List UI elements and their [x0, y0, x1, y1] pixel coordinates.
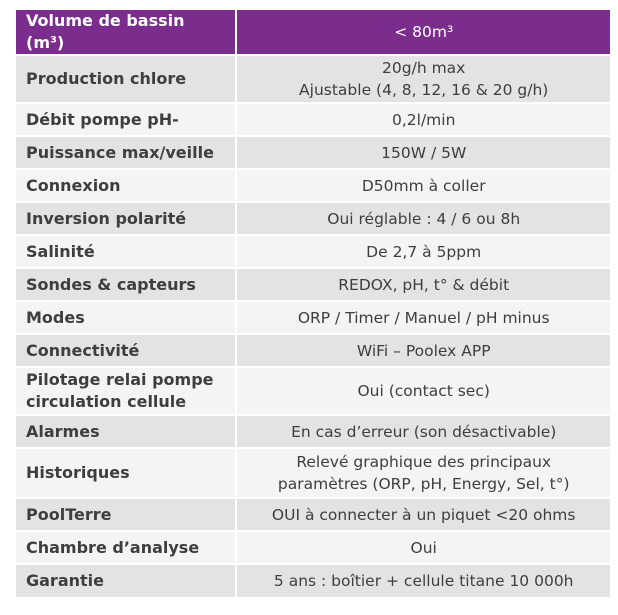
row-value [236, 334, 610, 367]
row-label [16, 498, 236, 531]
row-value-line: REDOX, pH, t° & débit [338, 275, 510, 294]
table-row [16, 55, 610, 103]
table-row [16, 367, 610, 415]
row-label-line: Connexion [26, 175, 121, 195]
row-value-line: Oui réglable : 4 / 6 ou 8h [327, 209, 521, 228]
row-value [236, 367, 610, 415]
table-row [16, 235, 610, 268]
row-label [16, 531, 236, 564]
row-label-line: Puissance max/veille [26, 142, 214, 162]
row-label [16, 103, 236, 136]
row-label-line: circulation cellule [26, 392, 187, 411]
row-value [236, 415, 610, 448]
table-row [16, 564, 610, 597]
row-value-line: Relevé graphique des principaux [296, 453, 552, 471]
table-row [16, 498, 610, 531]
row-value-line: WiFi – Poolex APP [356, 341, 491, 360]
row-label-line: Garantie [26, 571, 104, 590]
row-label [16, 334, 236, 367]
row-label-line: Sondes & capteurs [26, 274, 196, 294]
row-value [236, 136, 610, 169]
row-value-line: 150W / 5W [381, 143, 467, 162]
row-label [16, 55, 236, 103]
row-label [16, 136, 236, 169]
row-label-line: Pilotage relai pompe [26, 370, 214, 389]
row-label [16, 268, 236, 301]
table-header-row [16, 10, 610, 55]
row-value [236, 235, 610, 268]
row-label-line: Inversion polarité [26, 208, 187, 228]
table-row [16, 531, 610, 564]
row-label [16, 235, 236, 268]
row-label-line: Salinité [26, 241, 95, 261]
row-label-line: Historiques [26, 463, 130, 482]
row-value-line: Oui [410, 538, 437, 557]
table-row [16, 415, 610, 448]
table-row [16, 136, 610, 169]
spec-table [16, 10, 610, 597]
row-value-line: 0,2l/min [391, 110, 456, 129]
row-value [236, 498, 610, 531]
row-label-line: Connectivité [26, 340, 140, 360]
row-value [236, 169, 610, 202]
row-value [236, 268, 610, 301]
row-value-line: paramètres (ORP, pH, Energy, Sel, t°) [277, 475, 570, 493]
row-value-line: ORP / Timer / Manuel / pH minus [297, 308, 550, 327]
row-label [16, 301, 236, 334]
row-value-line: 20g/h max [382, 59, 466, 77]
row-label-line: Chambre d’analyse [26, 537, 200, 557]
row-value-line: En cas d’erreur (son désactivable) [291, 422, 557, 441]
row-label [16, 169, 236, 202]
row-value-line: De 2,7 à 5ppm [366, 242, 482, 261]
table-row [16, 301, 610, 334]
spec-table-body [16, 10, 610, 597]
row-value [236, 448, 610, 498]
row-value [236, 531, 610, 564]
row-value [236, 55, 610, 103]
row-label [16, 564, 236, 597]
row-value [236, 301, 610, 334]
table-row [16, 169, 610, 202]
row-value-line: 5 ans : boîtier + cellule titane 10 000h [273, 572, 574, 590]
row-label-line: Modes [26, 307, 85, 327]
table-row [16, 202, 610, 235]
row-label [16, 448, 236, 498]
row-value-line: Ajustable (4, 8, 12, 16 & 20 g/h) [299, 81, 549, 99]
row-value [236, 564, 610, 597]
table-row [16, 334, 610, 367]
table-row [16, 448, 610, 498]
row-label-line: PoolTerre [26, 504, 112, 524]
row-label [16, 367, 236, 415]
row-label-line: Débit pompe pH- [26, 109, 179, 129]
row-label-line: Alarmes [26, 421, 100, 441]
row-value [236, 103, 610, 136]
row-label [16, 415, 236, 448]
row-value-line: D50mm à coller [361, 176, 486, 195]
header-label: Volume de bassin (m³) [16, 10, 236, 55]
table-row [16, 103, 610, 136]
row-value-line: OUI à connecter à un piquet <20 ohms [271, 505, 576, 524]
row-value-line: Oui (contact sec) [357, 382, 490, 400]
row-label [16, 202, 236, 235]
row-value [236, 202, 610, 235]
row-label-line: Production chlore [26, 69, 187, 88]
table-row [16, 268, 610, 301]
header-value: < 80m³ [236, 10, 610, 55]
